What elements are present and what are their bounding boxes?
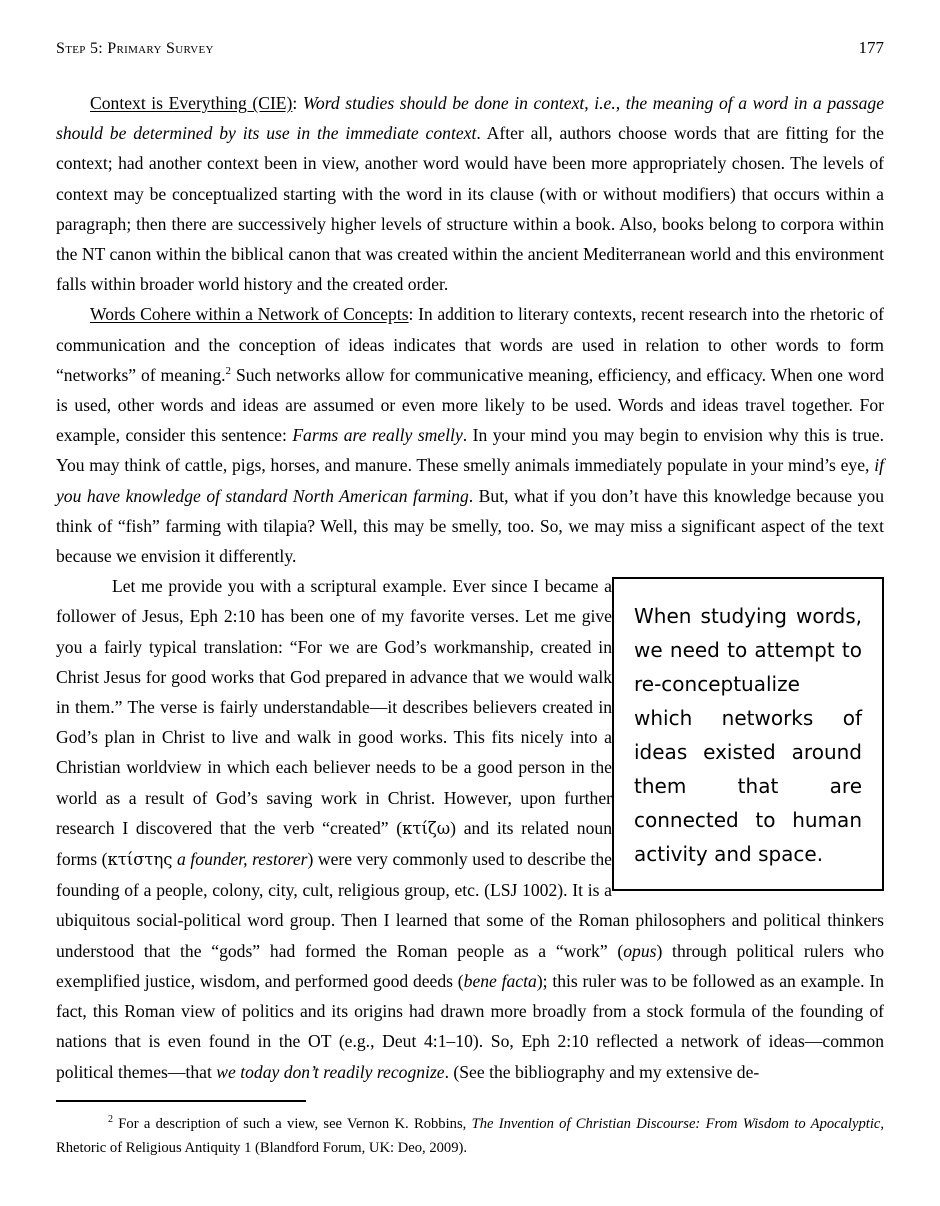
footnote-reference-2: 2 <box>225 364 232 377</box>
body-text <box>56 88 884 1087</box>
para3-italic-bene-facta: bene facta <box>463 970 537 991</box>
para3-text-a: Let me provide you with a scriptural example. Ever since I became a follower of Jesus, Eph 2:10 has been one of my favorite verses. Let me give you a fairly typical translation: “For we are God’s workmanship, created in Christ Jesus for good works that God prepared in advance that we would walk in them.” The verse is fairly understandable—it describes believers created in God’s plan in Christ to live and walk in good works. This fits nicely into a Christian worldview in which each believer needs to be a good person in the world as a result of God’s saving work in Christ. However, upon further research I discovered that the verb “created” ( <box>56 576 612 838</box>
para2-italic-a: Farms are really smelly <box>292 425 463 446</box>
greek-word-ktistes: κτίστης <box>107 850 173 870</box>
para2-italic-b: if you have knowledge of standard North American farming <box>56 455 884 506</box>
paragraph-words-cohere <box>56 299 884 571</box>
para2-colon: : <box>408 304 419 325</box>
pull-quote-box <box>612 577 884 891</box>
para2-text-d: . But, what if you don’t have this knowledge because you think of “fish” farming with tilapia? Well, this may be smelly, too. So, we may miss a significant aspect of the text because we envision it differently. <box>56 485 884 567</box>
footnote-2 <box>56 1113 884 1160</box>
page-number: 177 <box>858 38 884 57</box>
para3-italic-a: a founder, restorer <box>172 849 308 870</box>
footnote-text-a: For a description of such a view, see Vernon K. Robbins, <box>113 1116 472 1132</box>
para3-text-f: . (See the bibliography and my extensive de- <box>444 1061 760 1082</box>
para3-italic-opus: opus <box>623 940 657 961</box>
footnote-separator-rule <box>56 1100 306 1102</box>
para2-text-a: In addition to literary contexts, recent research into the rhetoric of communication and the conception of ideas indicates that words are used in relation to other words to form “networks” of meaning. <box>56 304 884 385</box>
para3-text-d: ) through political rulers who exemplified justice, wisdom, and performed good deeds ( <box>56 940 884 991</box>
paragraph-scriptural-example-wrapper <box>56 571 884 1086</box>
footnote-text-b: , Rhetoric of Religious Antiquity 1 (Blandford Forum, UK: Deo, 2009). <box>56 1116 885 1156</box>
para2-text-b: Such networks allow for communicative meaning, efficiency, and efficacy. When one word is used, other words and ideas are assumed or even more likely to be used. Words and ideas travel together. For example, consider this sentence: <box>56 364 884 446</box>
running-head <box>56 38 884 58</box>
para1-rest: . After all, authors choose words that are fitting for the context; had another context been in view, another word would have been more appropriately chosen. The levels of context may be conceptualized starting with the word in its clause (with or without modifiers) that occurs within a paragraph; then there are successively higher levels of structure within a book. Also, books belong to corpora within the NT canon within the biblical canon that was created within the ancient Mediterranean world and this environment falls within broader world history and the created order. <box>56 123 884 295</box>
footnote-number: 2 <box>108 1114 113 1126</box>
heading-words-cohere: Words Cohere within a Network of Concepts <box>90 304 409 325</box>
para2-text-c: . In your mind you may begin to envision why this is true. You may think of cattle, pigs, horses, and manure. These smelly animals immediately populate in your mind’s eye, <box>56 425 885 476</box>
para1-italic-lead: Word studies should be done in context, i.e., the meaning of a word in a passage should be determined by its use in the immediate context <box>56 93 885 144</box>
para3-text-b: ) and its related noun forms ( <box>56 817 612 870</box>
para3-italic-d: we today don’t readily recognize <box>216 1061 445 1082</box>
pull-quote-text: When studying words, we need to attempt to re-conceptualize which networks of ideas existed around them that are connected to human activity and space. <box>634 604 862 867</box>
para3-text-c: ) were very commonly used to describe the founding of a people, colony, city, cult, religious group, etc. (LSJ 1002). It is a ubiquitous social-political word group. Then I learned that some of the Roman philosophers and political thinkers understood that the “gods” had formed the Roman people as a “work” ( <box>56 849 884 961</box>
paragraph-context-is-everything <box>56 88 884 299</box>
running-head-title: Step 5: Primary Survey <box>56 40 214 57</box>
footnote-italic-title: The Invention of Christian Discourse: From Wisdom to Apocalyptic <box>471 1116 881 1132</box>
footnote-area <box>56 1100 884 1160</box>
para1-colon: : <box>292 93 303 113</box>
para3-text-e: ); this ruler was to be followed as an example. In fact, this Roman view of politics and its origins had drawn more broadly from a stock formula of the founding of nations that is even found in the OT (e.g., Deut 4:1–10). So, Eph 2:10 reflected a network of ideas—common political themes—that <box>56 970 884 1082</box>
heading-context-is-everything: Context is Everything (CIE) <box>90 93 293 113</box>
greek-word-ktizo: κτίζω <box>402 818 451 838</box>
